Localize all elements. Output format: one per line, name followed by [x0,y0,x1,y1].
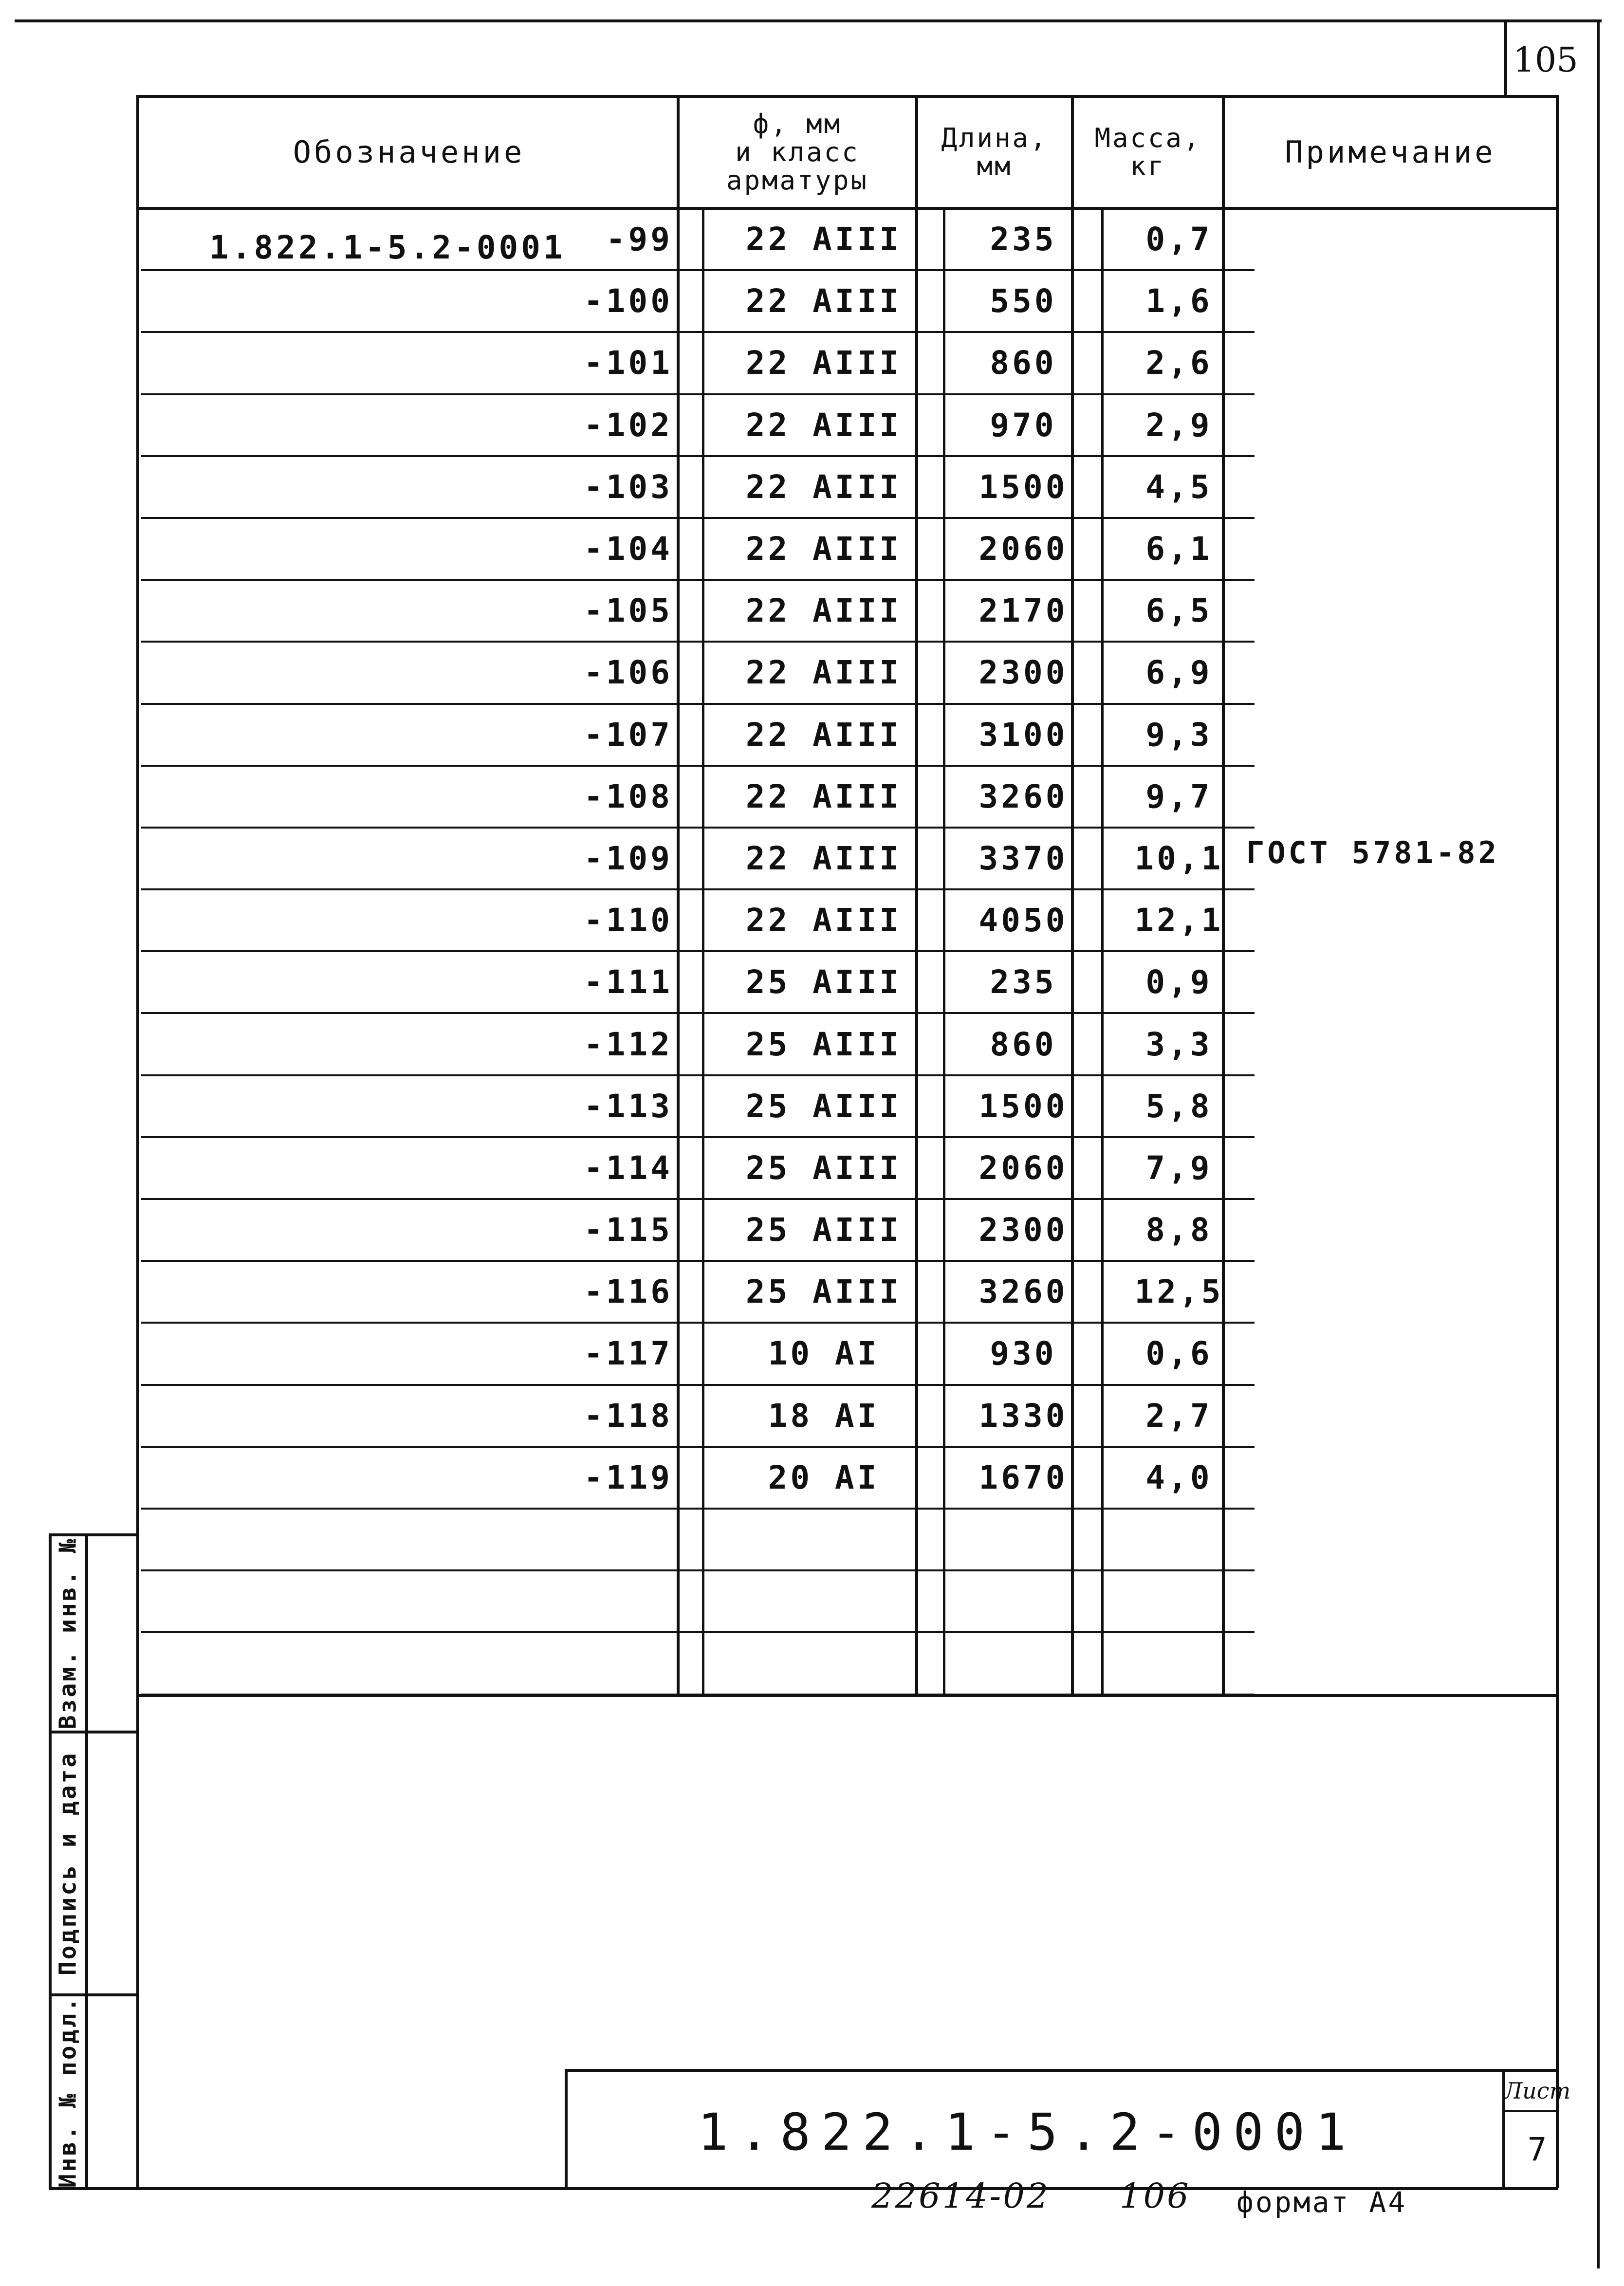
row-length: 550 [944,270,1103,332]
row-length: 235 [944,209,1103,270]
row-length [944,1509,1103,1570]
table-row [141,209,1255,270]
table-row [141,456,1255,518]
row-mark: -103 [141,456,703,518]
row-rebar [703,1570,944,1632]
row-mass [1103,1570,1255,1632]
footer-order-number: 22614-02 [871,2176,1051,2216]
row-rebar: 22 АIII [703,456,944,518]
table-row [141,394,1255,456]
row-mass: 12,5 [1103,1261,1255,1323]
table-row [141,1075,1255,1137]
designation-base: 1.822.1-5.2-0001 [209,229,566,266]
row-mark [141,1570,703,1632]
table-row [141,889,1255,951]
row-mass: 7,9 [1103,1137,1255,1199]
row-mark: -118 [141,1385,703,1447]
row-mass: 9,3 [1103,704,1255,766]
row-mark: -112 [141,1013,703,1075]
row-length: 3370 [944,828,1103,889]
header-length: Длина, мм [941,122,1048,182]
row-length: 930 [944,1323,1103,1384]
row-length: 1670 [944,1447,1103,1509]
row-mark: -116 [141,1261,703,1323]
row-length: 2060 [944,1137,1103,1199]
row-mass: 0,7 [1103,209,1255,270]
table-row [141,270,1255,332]
row-rebar: 25 АIII [703,1261,944,1323]
row-rebar [703,1509,944,1570]
side-stamp-sign-date: Подпись и дата [54,1751,82,1975]
row-rebar: 22 АIII [703,704,944,766]
table-row [141,1632,1255,1694]
row-mark: -109 [141,828,703,889]
row-mass: 4,5 [1103,456,1255,518]
table-row [141,1509,1255,1570]
row-mark: -107 [141,704,703,766]
row-mass: 2,7 [1103,1385,1255,1447]
row-rebar: 22 АIII [703,828,944,889]
row-rebar: 22 АIII [703,394,944,456]
row-length [944,1570,1103,1632]
side-stamp-inner-border [85,1533,88,2188]
row-rebar: 22 АIII [703,580,944,642]
row-mark: -111 [141,951,703,1013]
title-block-sheet-label-line [1502,2110,1557,2112]
row-mark: -104 [141,518,703,580]
row-rebar: 25 АIII [703,1137,944,1199]
table-row [141,766,1255,828]
row-length: 1330 [944,1385,1103,1447]
row-rebar: 22 АIII [703,209,944,270]
row-length: 3260 [944,1261,1103,1323]
row-mass: 9,7 [1103,766,1255,828]
row-mass: 12,1 [1103,889,1255,951]
header-note: Примечание [1285,134,1496,170]
row-mass [1103,1509,1255,1570]
row-mark: -100 [141,270,703,332]
row-rebar: 25 АIII [703,1075,944,1137]
row-rebar: 22 АIII [703,332,944,394]
frame-right-inner-border [1556,95,1559,2188]
row-mark [141,1509,703,1570]
row-mark: -106 [141,642,703,703]
side-stamp-vzam-inv: Взам. инв. № [54,1537,81,1730]
table-row [141,1323,1255,1384]
row-mass: 6,9 [1103,642,1255,703]
row-mark: -115 [141,1199,703,1261]
row-mark: -114 [141,1137,703,1199]
header-mass: Масса, кг [1094,122,1201,182]
row-mass: 10,1 [1103,828,1255,889]
row-mass: 0,9 [1103,951,1255,1013]
table-row [141,1385,1255,1447]
row-mass: 4,0 [1103,1447,1255,1509]
row-mass: 6,1 [1103,518,1255,580]
row-rebar: 22 АIII [703,642,944,703]
side-stamp-inv-orig: Инв. № подл. [54,1995,81,2188]
table-row [141,1137,1255,1199]
row-length: 2300 [944,1199,1103,1261]
table-row [141,1447,1255,1509]
row-length [944,1632,1103,1694]
row-mark: -101 [141,332,703,394]
table-row [141,1570,1255,1632]
frame-top-line [15,19,1602,22]
table-row [141,704,1255,766]
row-rebar: 20 АI [703,1447,944,1509]
row-rebar: 22 АIII [703,270,944,332]
title-block-code: 1.822.1-5.2-0001 [698,2102,1357,2162]
row-rebar: 18 АI [703,1385,944,1447]
row-length: 2300 [944,642,1103,703]
row-mark: -119 [141,1447,703,1509]
row-length: 1500 [944,456,1103,518]
row-length: 3260 [944,766,1103,828]
footer-format: формат А4 [1236,2186,1407,2219]
row-mass: 2,6 [1103,332,1255,394]
row-rebar: 22 АIII [703,889,944,951]
row-mark: -110 [141,889,703,951]
sheet-number: 7 [1527,2130,1547,2168]
row-mass: 2,9 [1103,394,1255,456]
row-length: 2060 [944,518,1103,580]
footer-copy-number: 106 [1120,2176,1191,2216]
table-row [141,828,1255,889]
table-row [141,1013,1255,1075]
row-mark: -105 [141,580,703,642]
frame-right-outer-border [1597,19,1600,2268]
header-designation: Обозначение [293,134,525,170]
spec-table [141,209,1255,1696]
header-diameter-class: ф, мм и класс арматуры [726,108,869,196]
row-mark: -99 [141,209,703,270]
table-row [141,951,1255,1013]
row-mark: -117 [141,1323,703,1384]
table-row [141,332,1255,394]
row-rebar: 25 АIII [703,951,944,1013]
row-length: 1500 [944,1075,1103,1137]
row-mark [141,1632,703,1694]
row-mass: 0,6 [1103,1323,1255,1384]
row-length: 860 [944,1013,1103,1075]
frame-left-border [136,95,139,2188]
row-mass: 8,8 [1103,1199,1255,1261]
row-length: 235 [944,951,1103,1013]
table-row [141,518,1255,580]
table-row [141,642,1255,703]
table-row [141,580,1255,642]
title-block-top [565,2069,1558,2072]
row-rebar: 22 АIII [703,518,944,580]
row-length: 2170 [944,580,1103,642]
row-mass: 6,5 [1103,580,1255,642]
table-row [141,1261,1255,1323]
table-bottom-border [136,1694,1558,1697]
row-mass [1103,1632,1255,1694]
row-length: 4050 [944,889,1103,951]
note-standard: ГОСТ 5781-82 [1246,835,1499,870]
table-row [141,1199,1255,1261]
row-rebar: 25 АIII [703,1013,944,1075]
row-rebar: 22 АIII [703,766,944,828]
page-number: 105 [1513,39,1578,80]
row-mark: -108 [141,766,703,828]
row-mass: 5,8 [1103,1075,1255,1137]
row-rebar: 10 АI [703,1323,944,1384]
row-length: 860 [944,332,1103,394]
row-mass: 3,3 [1103,1013,1255,1075]
row-length: 970 [944,394,1103,456]
row-mark: -102 [141,394,703,456]
row-rebar: 25 АIII [703,1199,944,1261]
row-mark: -113 [141,1075,703,1137]
row-length: 3100 [944,704,1103,766]
row-rebar [703,1632,944,1694]
row-mass: 1,6 [1103,270,1255,332]
sheet-label: Лист [1503,2078,1571,2104]
